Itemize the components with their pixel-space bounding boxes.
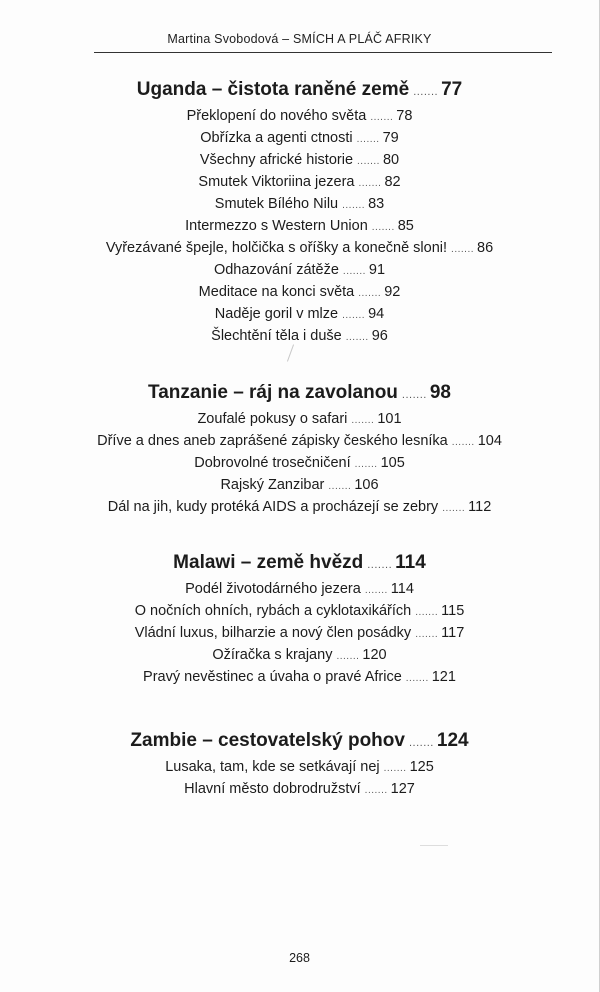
dot-leader: ....... bbox=[342, 200, 366, 211]
toc-entry bbox=[0, 303, 599, 325]
toc-entry bbox=[0, 666, 599, 688]
toc-entry bbox=[0, 600, 599, 622]
toc-entry bbox=[0, 149, 599, 171]
page-number: 268 bbox=[289, 951, 310, 965]
entry-title: Intermezzo s Western Union bbox=[185, 218, 368, 234]
entry-page: 82 bbox=[384, 174, 401, 190]
toc-entry bbox=[0, 408, 599, 430]
dot-leader: ....... bbox=[328, 481, 352, 492]
dot-leader: ....... bbox=[415, 629, 439, 640]
toc-section-malawi bbox=[0, 551, 599, 688]
toc-section-tanzanie bbox=[0, 381, 599, 518]
entry-page: 114 bbox=[390, 581, 414, 597]
toc-entry bbox=[0, 127, 599, 149]
dot-leader: ....... bbox=[354, 459, 378, 470]
toc-entry bbox=[0, 193, 599, 215]
entry-page: 79 bbox=[382, 130, 399, 146]
entry-title: Dobrovolné trosečničení bbox=[194, 455, 351, 471]
dot-leader: ....... bbox=[358, 178, 382, 189]
entry-page: 112 bbox=[468, 499, 492, 515]
dot-leader: ....... bbox=[364, 785, 388, 796]
entry-title: Zoufalé pokusy o safari bbox=[197, 411, 348, 427]
toc-entry bbox=[0, 578, 599, 600]
toc-entry bbox=[0, 430, 599, 452]
entry-title: Překlopení do nového světa bbox=[186, 108, 367, 124]
toc-entry bbox=[0, 474, 599, 496]
entry-page: 85 bbox=[397, 218, 414, 234]
entry-title: Dříve a dnes aneb zaprášené zápisky českého lesníka bbox=[97, 433, 448, 449]
chapter-title: Zambie – cestovatelský pohov bbox=[130, 730, 405, 751]
running-header: Martina Svobodová – SMÍCH A PLÁČ AFRIKY bbox=[167, 32, 432, 46]
entry-page: 125 bbox=[409, 759, 434, 775]
chapter-title: Malawi – země hvězd bbox=[173, 552, 364, 573]
dot-leader: ....... bbox=[342, 310, 366, 321]
toc-entry bbox=[0, 496, 599, 518]
toc-entry bbox=[0, 452, 599, 474]
toc-entry bbox=[0, 259, 599, 281]
entry-title: O nočních ohních, rybách a cyklotaxikářích bbox=[134, 603, 412, 619]
entry-title: Meditace na konci světa bbox=[198, 284, 355, 300]
toc-entry bbox=[0, 756, 599, 778]
dot-leader: ....... bbox=[371, 222, 395, 233]
dot-leader: ....... bbox=[342, 266, 366, 277]
dot-leader: ....... bbox=[364, 585, 388, 596]
dot-leader: ....... bbox=[413, 86, 439, 98]
entry-page: 91 bbox=[368, 262, 386, 278]
dot-leader: ....... bbox=[345, 332, 369, 343]
dot-leader: ....... bbox=[415, 607, 439, 618]
dot-leader: ....... bbox=[408, 737, 434, 749]
entry-page: 78 bbox=[396, 108, 413, 124]
entry-title: Šlechtění těla i duše bbox=[211, 328, 342, 344]
header-rule bbox=[94, 52, 552, 53]
entry-title: Vládní luxus, bilharzie a nový člen posádky bbox=[134, 625, 412, 641]
toc-section-uganda bbox=[0, 78, 599, 347]
entry-page: 117 bbox=[441, 625, 465, 641]
chapter-heading bbox=[0, 551, 599, 575]
dot-leader: ....... bbox=[451, 437, 475, 448]
chapter-heading bbox=[0, 381, 599, 405]
dot-leader: ....... bbox=[451, 244, 474, 255]
entry-title: Dál na jih, kudy protéká AIDS a procházejí se zebry bbox=[107, 499, 439, 515]
chapter-title: Uganda – čistota raněné země bbox=[136, 79, 410, 100]
entry-title: Naděje goril v mlze bbox=[214, 306, 339, 322]
toc-entry bbox=[0, 281, 599, 303]
entry-page: 96 bbox=[371, 328, 388, 344]
entry-page: 115 bbox=[441, 603, 465, 619]
dot-leader: ....... bbox=[356, 134, 380, 145]
dot-leader: ....... bbox=[405, 673, 429, 684]
entry-page: 101 bbox=[377, 411, 402, 427]
entry-title: Odhazování zátěže bbox=[213, 262, 339, 278]
chapter-heading bbox=[0, 78, 599, 102]
entry-title: Smutek Viktoriina jezera bbox=[198, 174, 355, 190]
chapter-page: 98 bbox=[429, 382, 451, 403]
entry-title: Smutek Bílého Nilu bbox=[214, 196, 339, 212]
dot-leader: ....... bbox=[383, 763, 407, 774]
entry-page: 80 bbox=[382, 152, 400, 168]
toc-section-zambie bbox=[0, 729, 599, 800]
chapter-title: Tanzanie – ráj na zavolanou bbox=[148, 382, 398, 403]
entry-page: 86 bbox=[477, 240, 494, 256]
entry-title: Rajský Zanzibar bbox=[220, 477, 325, 493]
toc-entry bbox=[0, 325, 599, 347]
dot-leader: ....... bbox=[370, 112, 394, 123]
entry-title: Pravý nevěstinec a úvaha o pravé Africe bbox=[143, 669, 402, 685]
toc-entry bbox=[0, 215, 599, 237]
dot-leader: ....... bbox=[401, 389, 427, 401]
entry-page: 105 bbox=[380, 455, 405, 471]
dot-leader: ....... bbox=[367, 559, 393, 571]
entry-page: 121 bbox=[431, 669, 456, 685]
toc-entry bbox=[0, 622, 599, 644]
chapter-page: 114 bbox=[395, 552, 426, 573]
entry-title: Podél životodárného jezera bbox=[185, 581, 361, 597]
entry-page: 120 bbox=[362, 647, 387, 663]
toc-entry bbox=[0, 171, 599, 193]
entry-title: Lusaka, tam, kde se setkávají nej bbox=[165, 759, 380, 775]
dot-leader: ....... bbox=[336, 651, 360, 662]
entry-title: Ožíračka s krajany bbox=[212, 647, 333, 663]
chapter-page: 124 bbox=[436, 730, 469, 751]
entry-title: Obřízka a agenti ctnosti bbox=[200, 130, 353, 146]
entry-page: 106 bbox=[354, 477, 379, 493]
chapter-heading bbox=[0, 729, 599, 753]
entry-page: 92 bbox=[384, 284, 401, 300]
entry-page: 83 bbox=[368, 196, 385, 212]
chapter-page: 77 bbox=[441, 79, 463, 100]
entry-title: Hlavní město dobrodružství bbox=[184, 781, 361, 797]
entry-title: Všechny africké historie bbox=[199, 152, 354, 168]
entry-title: Vyřezávané špejle, holčička s oříšky a konečně sloni! bbox=[105, 240, 448, 256]
toc-entry bbox=[0, 237, 599, 259]
toc-entry bbox=[0, 778, 599, 800]
dot-leader: ....... bbox=[357, 156, 380, 167]
toc-entry bbox=[0, 105, 599, 127]
entry-page: 94 bbox=[368, 306, 385, 322]
dot-leader: ....... bbox=[442, 503, 466, 514]
toc-entry bbox=[0, 644, 599, 666]
dot-leader: ....... bbox=[351, 415, 375, 426]
entry-page: 104 bbox=[477, 433, 502, 449]
dot-leader: ....... bbox=[358, 288, 382, 299]
scan-mark bbox=[420, 845, 448, 846]
entry-page: 127 bbox=[390, 781, 415, 797]
